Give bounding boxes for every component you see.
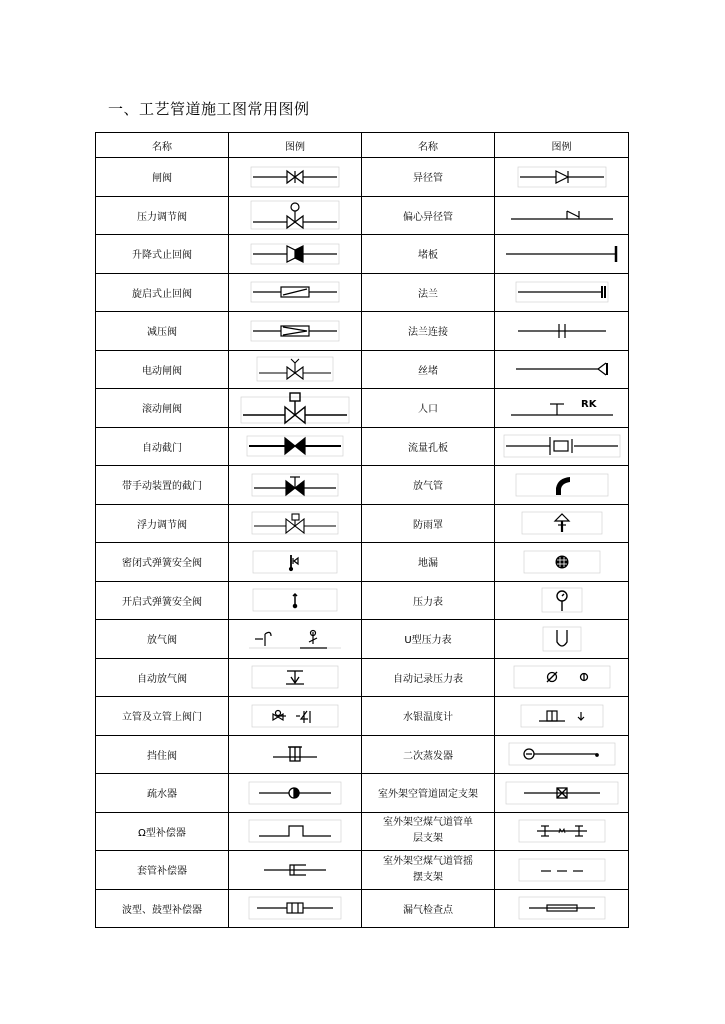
flow-orifice-icon — [502, 433, 622, 459]
blind-plate-icon — [502, 242, 622, 266]
swing-check-valve-icon — [245, 280, 345, 304]
table-row — [96, 851, 629, 890]
symbol-name: 旋启式止回阀 — [96, 273, 229, 312]
symbol-name: 丝堵 — [362, 350, 495, 389]
symbol-name: 放气管 — [362, 466, 495, 505]
header-symbol-right: 图例 — [495, 133, 629, 158]
symbol-name: 立管及立管上阀门 — [96, 697, 229, 736]
table-row — [96, 466, 629, 505]
steam-trap-icon — [245, 780, 345, 806]
table-row — [96, 543, 629, 582]
eccentric-reducer-icon — [507, 203, 617, 227]
symbol-name: 开启式弹簧安全阀 — [96, 581, 229, 620]
table-row — [96, 389, 629, 428]
closed-spring-safety-valve-icon — [251, 549, 339, 575]
symbol-name: 减压阀 — [96, 312, 229, 351]
symbol-name: 法兰连接 — [362, 312, 495, 351]
table-row — [96, 620, 629, 659]
symbol-name: 室外架空管道固定支架 — [362, 774, 495, 813]
symbol-name: 套管补偿器 — [96, 851, 229, 890]
table-row — [96, 889, 629, 928]
recording-pressure-gauge-icon — [512, 664, 612, 690]
riser-valve-icon — [250, 703, 340, 729]
symbol-name: 法兰 — [362, 273, 495, 312]
symbol-name: 偏心异径管 — [362, 196, 495, 235]
automatic-air-vent-icon — [250, 664, 340, 690]
symbol-name: 电动闸阀 — [96, 350, 229, 389]
electric-gate-valve-icon — [255, 355, 335, 383]
header-name-right: 名称 — [362, 133, 495, 158]
symbol-name-line2: 摆支架 — [413, 871, 443, 883]
manhole-icon — [507, 395, 617, 421]
symbol-name: U型压力表 — [362, 620, 495, 659]
symbol-name: 漏气检查点 — [362, 889, 495, 928]
symbol-name: 带手动装置的截门 — [96, 466, 229, 505]
symbol-name: 挡住阀 — [96, 735, 229, 774]
symbol-name: 密闭式弹簧安全阀 — [96, 543, 229, 582]
symbol-name: 闸阀 — [96, 158, 229, 197]
symbol-name: 压力表 — [362, 581, 495, 620]
symbol-name: 滚动闸阀 — [96, 389, 229, 428]
gate-valve-icon — [245, 165, 345, 189]
legend-table — [95, 132, 629, 928]
flange-icon — [512, 280, 612, 304]
table-row — [96, 581, 629, 620]
bellows-compensator-icon — [245, 895, 345, 921]
table-header-row — [96, 133, 629, 158]
symbol-name-line2: 层支架 — [413, 833, 443, 845]
symbol-name-line1: 室外架空煤气道管摇 — [383, 855, 473, 867]
table-row — [96, 158, 629, 197]
rolling-gate-valve-icon — [239, 391, 351, 425]
pressure-gauge-icon — [532, 586, 592, 614]
symbol-name: Ω型补偿器 — [96, 812, 229, 851]
lift-check-valve-icon — [245, 242, 345, 266]
table-row — [96, 697, 629, 736]
table-row — [96, 658, 629, 697]
table-row — [96, 774, 629, 813]
swing-support-icon — [517, 857, 607, 883]
page-title: 一、工艺管道施工图常用图例 — [108, 100, 310, 118]
sleeve-compensator-icon — [250, 857, 340, 883]
symbol-name: 升降式止回阀 — [96, 235, 229, 274]
symbol-name: 堵板 — [362, 235, 495, 274]
symbol-name: 自动截门 — [96, 427, 229, 466]
symbol-name: 异径管 — [362, 158, 495, 197]
symbol-name: 水银温度计 — [362, 697, 495, 736]
table-row — [96, 427, 629, 466]
reducer-icon — [512, 165, 612, 189]
manual-stop-valve-icon — [250, 472, 340, 498]
symbol-name: 放气阀 — [96, 620, 229, 659]
fixed-support-icon — [504, 780, 620, 806]
symbol-name: 压力调节阀 — [96, 196, 229, 235]
single-layer-support-icon — [517, 818, 607, 844]
header-name-left: 名称 — [96, 133, 229, 158]
symbol-name: 自动记录压力表 — [362, 658, 495, 697]
symbol-name: 波型、鼓型补偿器 — [96, 889, 229, 928]
table-row — [96, 350, 629, 389]
table-row — [96, 735, 629, 774]
stop-valve-icon — [255, 741, 335, 767]
symbol-name: 疏水器 — [96, 774, 229, 813]
rain-cap-icon — [520, 510, 604, 536]
symbol-name: 自动放气阀 — [96, 658, 229, 697]
pressure-reducing-valve-icon — [245, 319, 345, 343]
table-row — [96, 504, 629, 543]
header-symbol-left: 图例 — [229, 133, 362, 158]
secondary-evaporator-icon — [507, 741, 617, 767]
omega-compensator-icon — [245, 818, 345, 844]
mercury-thermometer-icon — [519, 703, 605, 729]
symbol-name: 地漏 — [362, 543, 495, 582]
open-spring-safety-valve-icon — [251, 587, 339, 613]
u-tube-gauge-icon — [537, 625, 587, 653]
symbol-name-line1: 室外架空煤气道管单 — [383, 817, 473, 829]
symbol-name: 浮力调节阀 — [96, 504, 229, 543]
leak-check-point-icon — [517, 895, 607, 921]
automatic-stop-valve-icon — [243, 434, 347, 458]
table-row — [96, 312, 629, 351]
symbol-name: 防雨罩 — [362, 504, 495, 543]
flange-connection-icon — [512, 319, 612, 343]
vent-pipe-icon — [514, 472, 610, 498]
table-row — [96, 812, 629, 851]
air-vent-valve-icon — [245, 626, 345, 652]
symbol-name: 流量孔板 — [362, 427, 495, 466]
float-regulating-valve-icon — [250, 510, 340, 536]
manhole-label: RK — [580, 398, 596, 410]
symbol-name: 人口 — [362, 389, 495, 428]
symbol-name: 二次蒸发器 — [362, 735, 495, 774]
table-row — [96, 235, 629, 274]
table-row — [96, 273, 629, 312]
pressure-regulating-valve-icon — [245, 199, 345, 231]
screw-plug-icon — [512, 357, 612, 381]
table-row — [96, 196, 629, 235]
floor-drain-icon — [522, 549, 602, 575]
